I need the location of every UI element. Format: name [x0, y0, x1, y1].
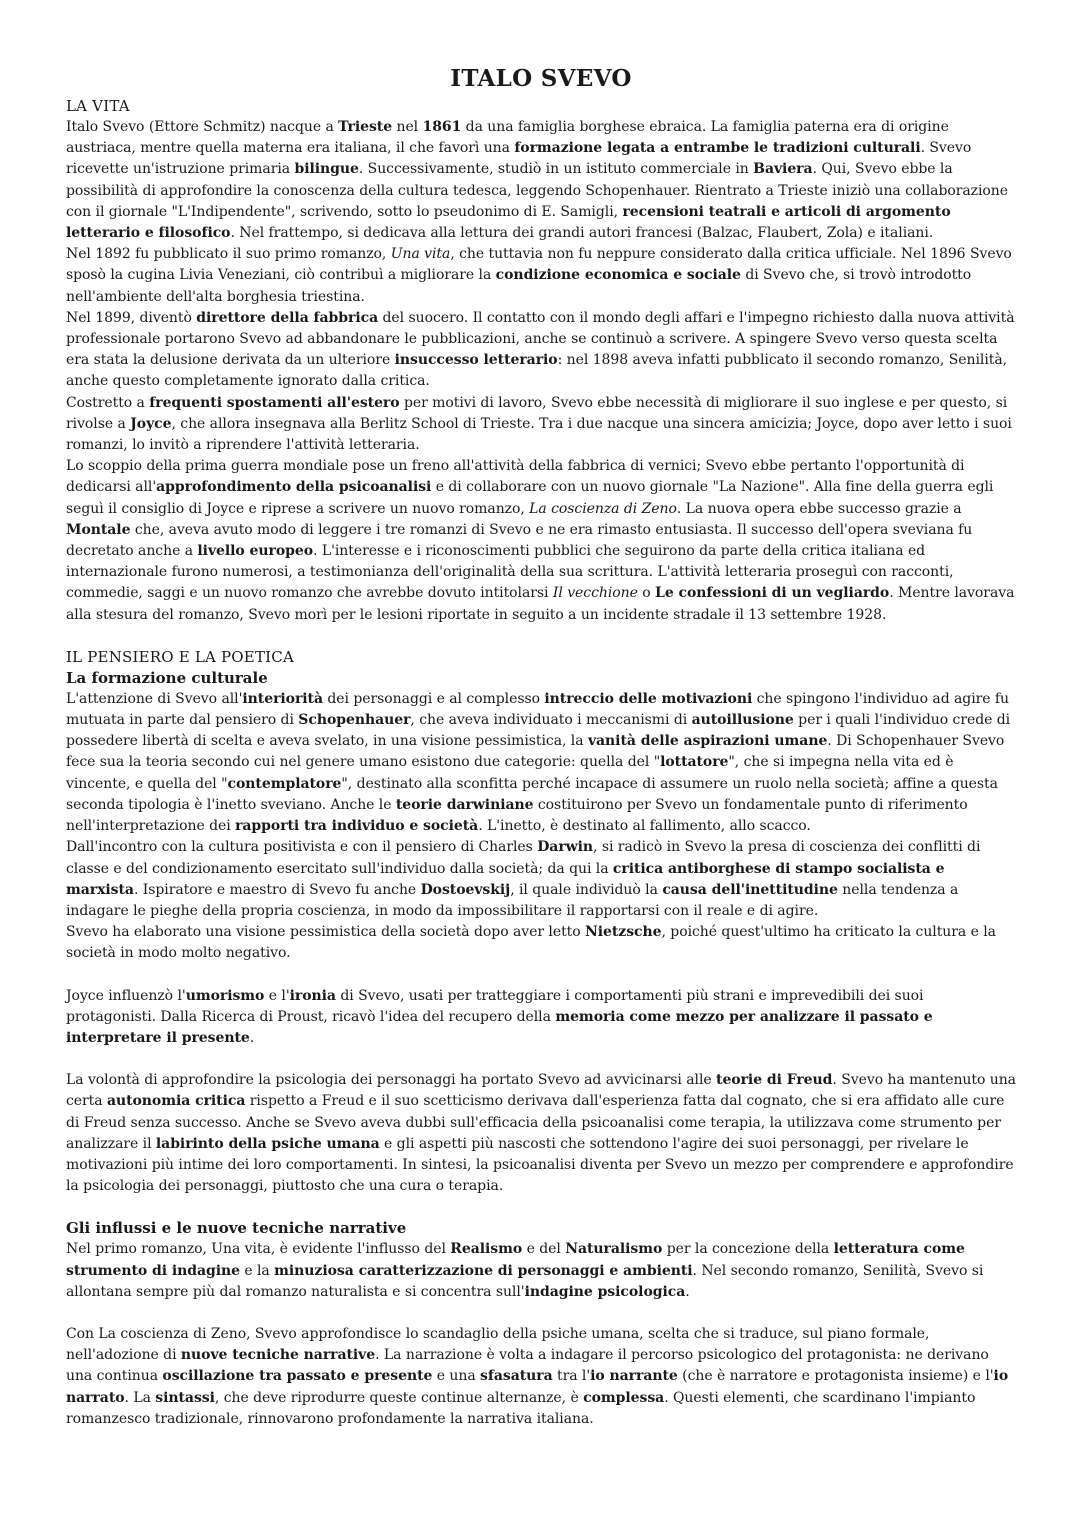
text-run: , si radicò in Svevo la presa di coscienza dei conflitti di classe e del condizionamento esercitato sull'individuo dalla società; da qui la	[66, 839, 981, 877]
text-run: Con La coscienza di Zeno, Svevo approfondisce lo scandaglio della psiche umana, scelta che si traduce, sul piano formale, nell'adozione di	[66, 1325, 930, 1364]
text-run: , che deve riprodurre queste continue alternanze, è	[214, 1389, 584, 1406]
text-run: da una famiglia borghese ebraica. La famiglia paterna era di origine austriaca, mentre quella materna era italiana, il che favorì una	[66, 119, 949, 157]
bold-text: umorismo	[185, 987, 265, 1004]
text-run: del suocero. Il contatto con il mondo degli affari e l'impegno richiesto dalla nuova attività professionale portarono Svevo ad abbandonare le pubblicazioni, anche se continuò a scrivere. A spingere Svevo verso questa scelta era stata la delusione derivata da un ulteriore	[66, 309, 1015, 369]
text-run: . L'interesse e i riconoscimenti pubblici che seguirono da parte della critica italiana ed internazionale furono numerosi, a testimonianza dell'originalità della sua scrittura. L'attività letteraria proseguì con racconti, commedie, saggi e un nuovo romanzo che avrebbe dovuto intitolarsi	[66, 543, 954, 602]
bold-text: Realismo	[450, 1241, 523, 1258]
text-run: che, aveva avuto modo di leggere i tre romanzi di Svevo e ne era rimasto entusiasta. Il successo dell'opera sveviana fu decretato anche a	[66, 521, 973, 560]
text-run: Joyce influenzò l'	[66, 987, 186, 1004]
subsection-heading: Gli influssi e le nuove tecniche narrative	[66, 1219, 407, 1238]
text-run: e la	[239, 1262, 275, 1279]
text-run: L'attenzione di Svevo all'	[66, 690, 243, 707]
text-run: . Qui, Svevo ebbe la possibilità di approfondire la conoscenza della cultura tedesca, leggendo Schopenhauer. Rientrato a Trieste iniziò una collaborazione con il giornale "L'Indipendente", scrivendo, sotto lo pseudonimo di E. Samigli,	[66, 161, 1009, 220]
subsection-spacer	[66, 1197, 1016, 1218]
bold-text: Trieste	[338, 119, 393, 135]
text-run: ", che si impegna nella vita ed è vincente, e quella del "	[66, 754, 954, 792]
text-run: . Mentre lavorava alla stesura del romanzo, Svevo morì per le lesioni riportate in seguito a un incidente stradale il 13 settembre 1928.	[66, 585, 1015, 623]
bold-text: bilingue	[294, 161, 359, 178]
italic-text: La coscienza di Zeno	[529, 500, 677, 517]
text-run: Dall'incontro con la cultura positivista e con il pensiero di Charles	[66, 839, 538, 856]
bold-text: Schopenhauer	[298, 712, 411, 729]
bold-text: Dostoevskij	[420, 881, 511, 898]
page-title: ITALO SVEVO	[450, 65, 632, 92]
paragraph	[66, 393, 1016, 457]
bold-text: oscillazione tra passato e presente	[162, 1368, 433, 1385]
text-run: , il quale individuò la	[510, 881, 663, 898]
text-run: e del	[522, 1241, 566, 1258]
text-run: (che è narratore e protagonista insieme) e l'	[677, 1368, 994, 1385]
bold-text: sintassi	[155, 1389, 215, 1406]
bold-text: Le confessioni di un vegliardo	[655, 585, 890, 602]
paragraph	[66, 986, 1016, 1050]
text-run: di Svevo che, si trovò introdotto nell'ambiente dell'alta borghesia triestina.	[66, 267, 972, 305]
bold-text: lottatore	[660, 754, 729, 771]
text-run: e di collaborare con un nuovo giornale "La Nazione". Alla fine della guerra egli seguì il consiglio di Joyce e riprese a scrivere un nuovo romanzo,	[66, 479, 994, 517]
text-run: e gli aspetti più nascosti che sottendono l'agire dei suoi personaggi, per rivelare le motivazioni più intime dei loro comportamenti. In sintesi, la psicoanalisi diventa per Svevo un mezzo per comprendere e approfondire la psicologia dei personaggi, piuttosto che una cura o terapia.	[66, 1135, 1014, 1195]
italic-text: Il vecchione	[552, 585, 638, 602]
bold-text: insuccesso letterario	[394, 352, 558, 369]
text-run: , poiché quest'ultimo ha criticato la cultura e la società in modo molto negativo.	[66, 924, 996, 962]
text-run: o	[637, 585, 656, 602]
bold-text: condizione economica e sociale	[495, 267, 741, 284]
paragraph	[66, 837, 1016, 922]
paragraph	[66, 1070, 1016, 1197]
bold-text: vanità delle aspirazioni umane	[587, 733, 828, 750]
text-run: nel	[392, 119, 423, 135]
text-run: Nel 1892 fu pubblicato il suo primo romanzo,	[66, 246, 391, 263]
bold-text: sfasatura	[480, 1368, 553, 1385]
text-run: La volontà di approfondire la psicologia dei personaggi ha portato Svevo ad avvicinarsi alle	[66, 1072, 717, 1089]
bold-text: recensioni teatrali e articoli di argomento letterario e filosofico	[66, 203, 951, 242]
text-run: . La	[124, 1389, 156, 1406]
text-run: per la concezione della	[662, 1241, 834, 1258]
bold-text: autoillusione	[691, 712, 794, 729]
bold-text: nuove tecniche narrative	[180, 1347, 376, 1364]
paragraph	[66, 1239, 1016, 1303]
text-run: , che aveva individuato i meccanismi di	[410, 712, 692, 729]
bold-text: memoria come mezzo per analizzare il passato e interpretare il presente	[66, 1008, 933, 1046]
bold-text: rapporti tra individuo e società	[235, 818, 479, 835]
text-run: Nel primo romanzo, Una vita, è evidente l'influsso del	[66, 1241, 451, 1258]
text-run: , che tuttavia non fu neppure considerato dalla critica ufficiale. Nel 1896 Svevo sposò la cugina Livia Veneziani, ciò contribuì a migliorare la	[66, 246, 1012, 284]
paragraph	[66, 308, 1016, 393]
bold-text: autonomia critica	[106, 1093, 246, 1110]
text-run: e una	[432, 1368, 481, 1385]
section-heading: LA VITA	[66, 97, 130, 115]
bold-text: critica antiborghese di stampo socialista e marxista	[66, 860, 945, 898]
bold-text: ironia	[289, 987, 336, 1004]
bold-text: letteratura come strumento di indagine	[66, 1241, 965, 1279]
bold-text: causa dell'inettitudine	[662, 881, 838, 898]
bold-text: minuziosa caratterizzazione di personaggi e ambienti	[274, 1262, 693, 1279]
text-run: : nel 1898 aveva infatti pubblicato il secondo romanzo, Senilità, anche questo completamente ignorato dalla critica.	[66, 352, 1008, 390]
text-run: per motivi di lavoro, Svevo ebbe necessità di migliorare il suo inglese e per questo, si rivolse a	[66, 394, 1008, 432]
paragraph-spacer	[66, 1049, 1016, 1070]
bold-text: Naturalismo	[565, 1241, 663, 1258]
text-run: Svevo ha elaborato una visione pessimistica della società dopo aver letto	[66, 924, 586, 941]
subsection-heading: La formazione culturale	[66, 668, 268, 687]
text-run: . Svevo ricevette un'istruzione primaria	[66, 140, 972, 178]
text-run: e l'	[264, 987, 290, 1004]
text-run: . L'inetto, è destinato al fallimento, allo scacco.	[478, 818, 811, 835]
bold-text: 1861	[422, 119, 462, 135]
text-run: .	[685, 1283, 690, 1300]
bold-text: teorie darwiniane	[395, 796, 534, 813]
text-run: . Nel frattempo, si dedicava alla lettura dei grandi autori francesi (Balzac, Flaubert, Zola) e italiani.	[230, 225, 934, 242]
bold-text: intreccio delle motivazioni	[544, 690, 753, 707]
bold-text: teorie di Freud	[716, 1072, 833, 1089]
text-run: Lo scoppio della prima guerra mondiale pose un freno all'attività della fabbrica di vernici; Svevo ebbe pertanto l'opportunità di dedicarsi all'	[66, 458, 965, 496]
bold-text: Baviera	[753, 161, 813, 178]
bold-text: io narrante	[590, 1368, 678, 1385]
text-run: dei personaggi e al complesso	[323, 690, 545, 707]
text-run: .	[249, 1029, 255, 1046]
bold-text: contemplatore	[227, 775, 342, 792]
bold-text: Joyce	[130, 415, 172, 432]
bold-text: interiorità	[242, 690, 323, 707]
text-run: nella tendenza a indagare le pieghe della propria coscienza, in modo da impossibilitare il rapportarsi con il reale e di agire.	[66, 881, 959, 919]
text-run: ", destinato alla sconfitta perché incapace di assumere un ruolo nella società; affine a questa seconda tipologia è l'inetto sveviano. Anche le	[66, 775, 998, 813]
text-run: tra l'	[552, 1368, 591, 1385]
text-run: . Svevo ha mantenuto una certa	[66, 1072, 1016, 1110]
paragraph	[66, 689, 1016, 837]
paragraph	[66, 456, 1016, 626]
paragraph	[66, 117, 1016, 244]
bold-text: direttore della fabbrica	[196, 309, 379, 326]
paragraph	[66, 1324, 1016, 1430]
bold-text: labirinto della psiche umana	[155, 1135, 380, 1152]
bold-text: indagine psicologica	[524, 1283, 686, 1300]
section-spacer	[66, 626, 1016, 647]
text-run: , che allora insegnava alla Berlitz School di Trieste. Tra i due nacque una sincera amicizia; Joyce, dopo aver letto i suoi romanzi, lo invitò a riprendere l'attività letteraria.	[66, 415, 1012, 454]
text-run: . Ispiratore e maestro di Svevo fu anche	[133, 881, 421, 898]
bold-text: formazione legata a entrambe le tradizioni culturali	[514, 140, 921, 157]
bold-text: Nietzsche	[585, 924, 662, 941]
paragraph	[66, 922, 1016, 964]
text-run: per i quali l'individuo crede di possedere libertà di scelta e aveva svelato, in una visione pessimistica, la	[66, 712, 1011, 750]
bold-text: Montale	[66, 521, 131, 538]
document-body	[66, 96, 1016, 1430]
bold-text: Darwin	[537, 839, 594, 856]
bold-text: complessa	[583, 1389, 665, 1406]
text-run: . Nel secondo romanzo, Senilità, Svevo si allontana sempre più dal romanzo naturalista e si concentra sull'	[66, 1262, 984, 1300]
text-run: rispetto a Freud e il suo scetticismo derivava dall'esperienza fatta dal cognato, che si era affidato alle cure di Freud senza successo. Anche se Svevo aveva dubbi sull'efficacia della psicoanalisi come terapia, la utilizzava come strumento per analizzare il	[66, 1093, 1005, 1152]
text-run: Nel 1899, diventò	[66, 309, 197, 326]
text-run: Costretto a	[66, 394, 150, 411]
bold-text: livello europeo	[197, 543, 314, 560]
section-heading: IL PENSIERO E LA POETICA	[66, 647, 294, 666]
bold-text: io narrato	[66, 1368, 1009, 1406]
bold-text: frequenti spostamenti all'estero	[149, 394, 400, 411]
text-run: che spingono l'individuo ad agire fu mutuata in parte dal pensiero di	[66, 690, 1010, 729]
italic-text: Una vita	[390, 246, 451, 263]
paragraph-spacer	[66, 1303, 1016, 1324]
text-run: . La narrazione è volta a indagare il percorso psicologico del protagonista: ne derivano una continua	[66, 1347, 989, 1385]
text-run: . Questi elementi, che scardinano l'impianto romanzesco tradizionale, rinnovarono profondamente la narrativa italiana.	[66, 1389, 976, 1427]
text-run: Italo Svevo (Ettore Schmitz) nacque a	[66, 119, 339, 135]
paragraph	[66, 244, 1016, 308]
text-run: . La nuova opera ebbe successo grazie a	[676, 500, 962, 517]
text-run: . Successivamente, studiò in un istituto commerciale in	[358, 161, 754, 178]
bold-text: approfondimento della psicoanalisi	[156, 479, 432, 496]
text-run: . Di Schopenhauer Svevo fece sua la teoria secondo cui nel genere umano esistono due categorie: quella del "	[66, 733, 1005, 771]
paragraph-spacer	[66, 965, 1016, 986]
text-run: costituirono per Svevo un fondamentale punto di riferimento nell'interpretazione dei	[66, 796, 968, 835]
text-run: di Svevo, usati per tratteggiare i comportamenti più strani e imprevedibili dei suoi protagonisti. Dalla Ricerca di Proust, ricavò l'idea del recupero della	[66, 987, 924, 1025]
